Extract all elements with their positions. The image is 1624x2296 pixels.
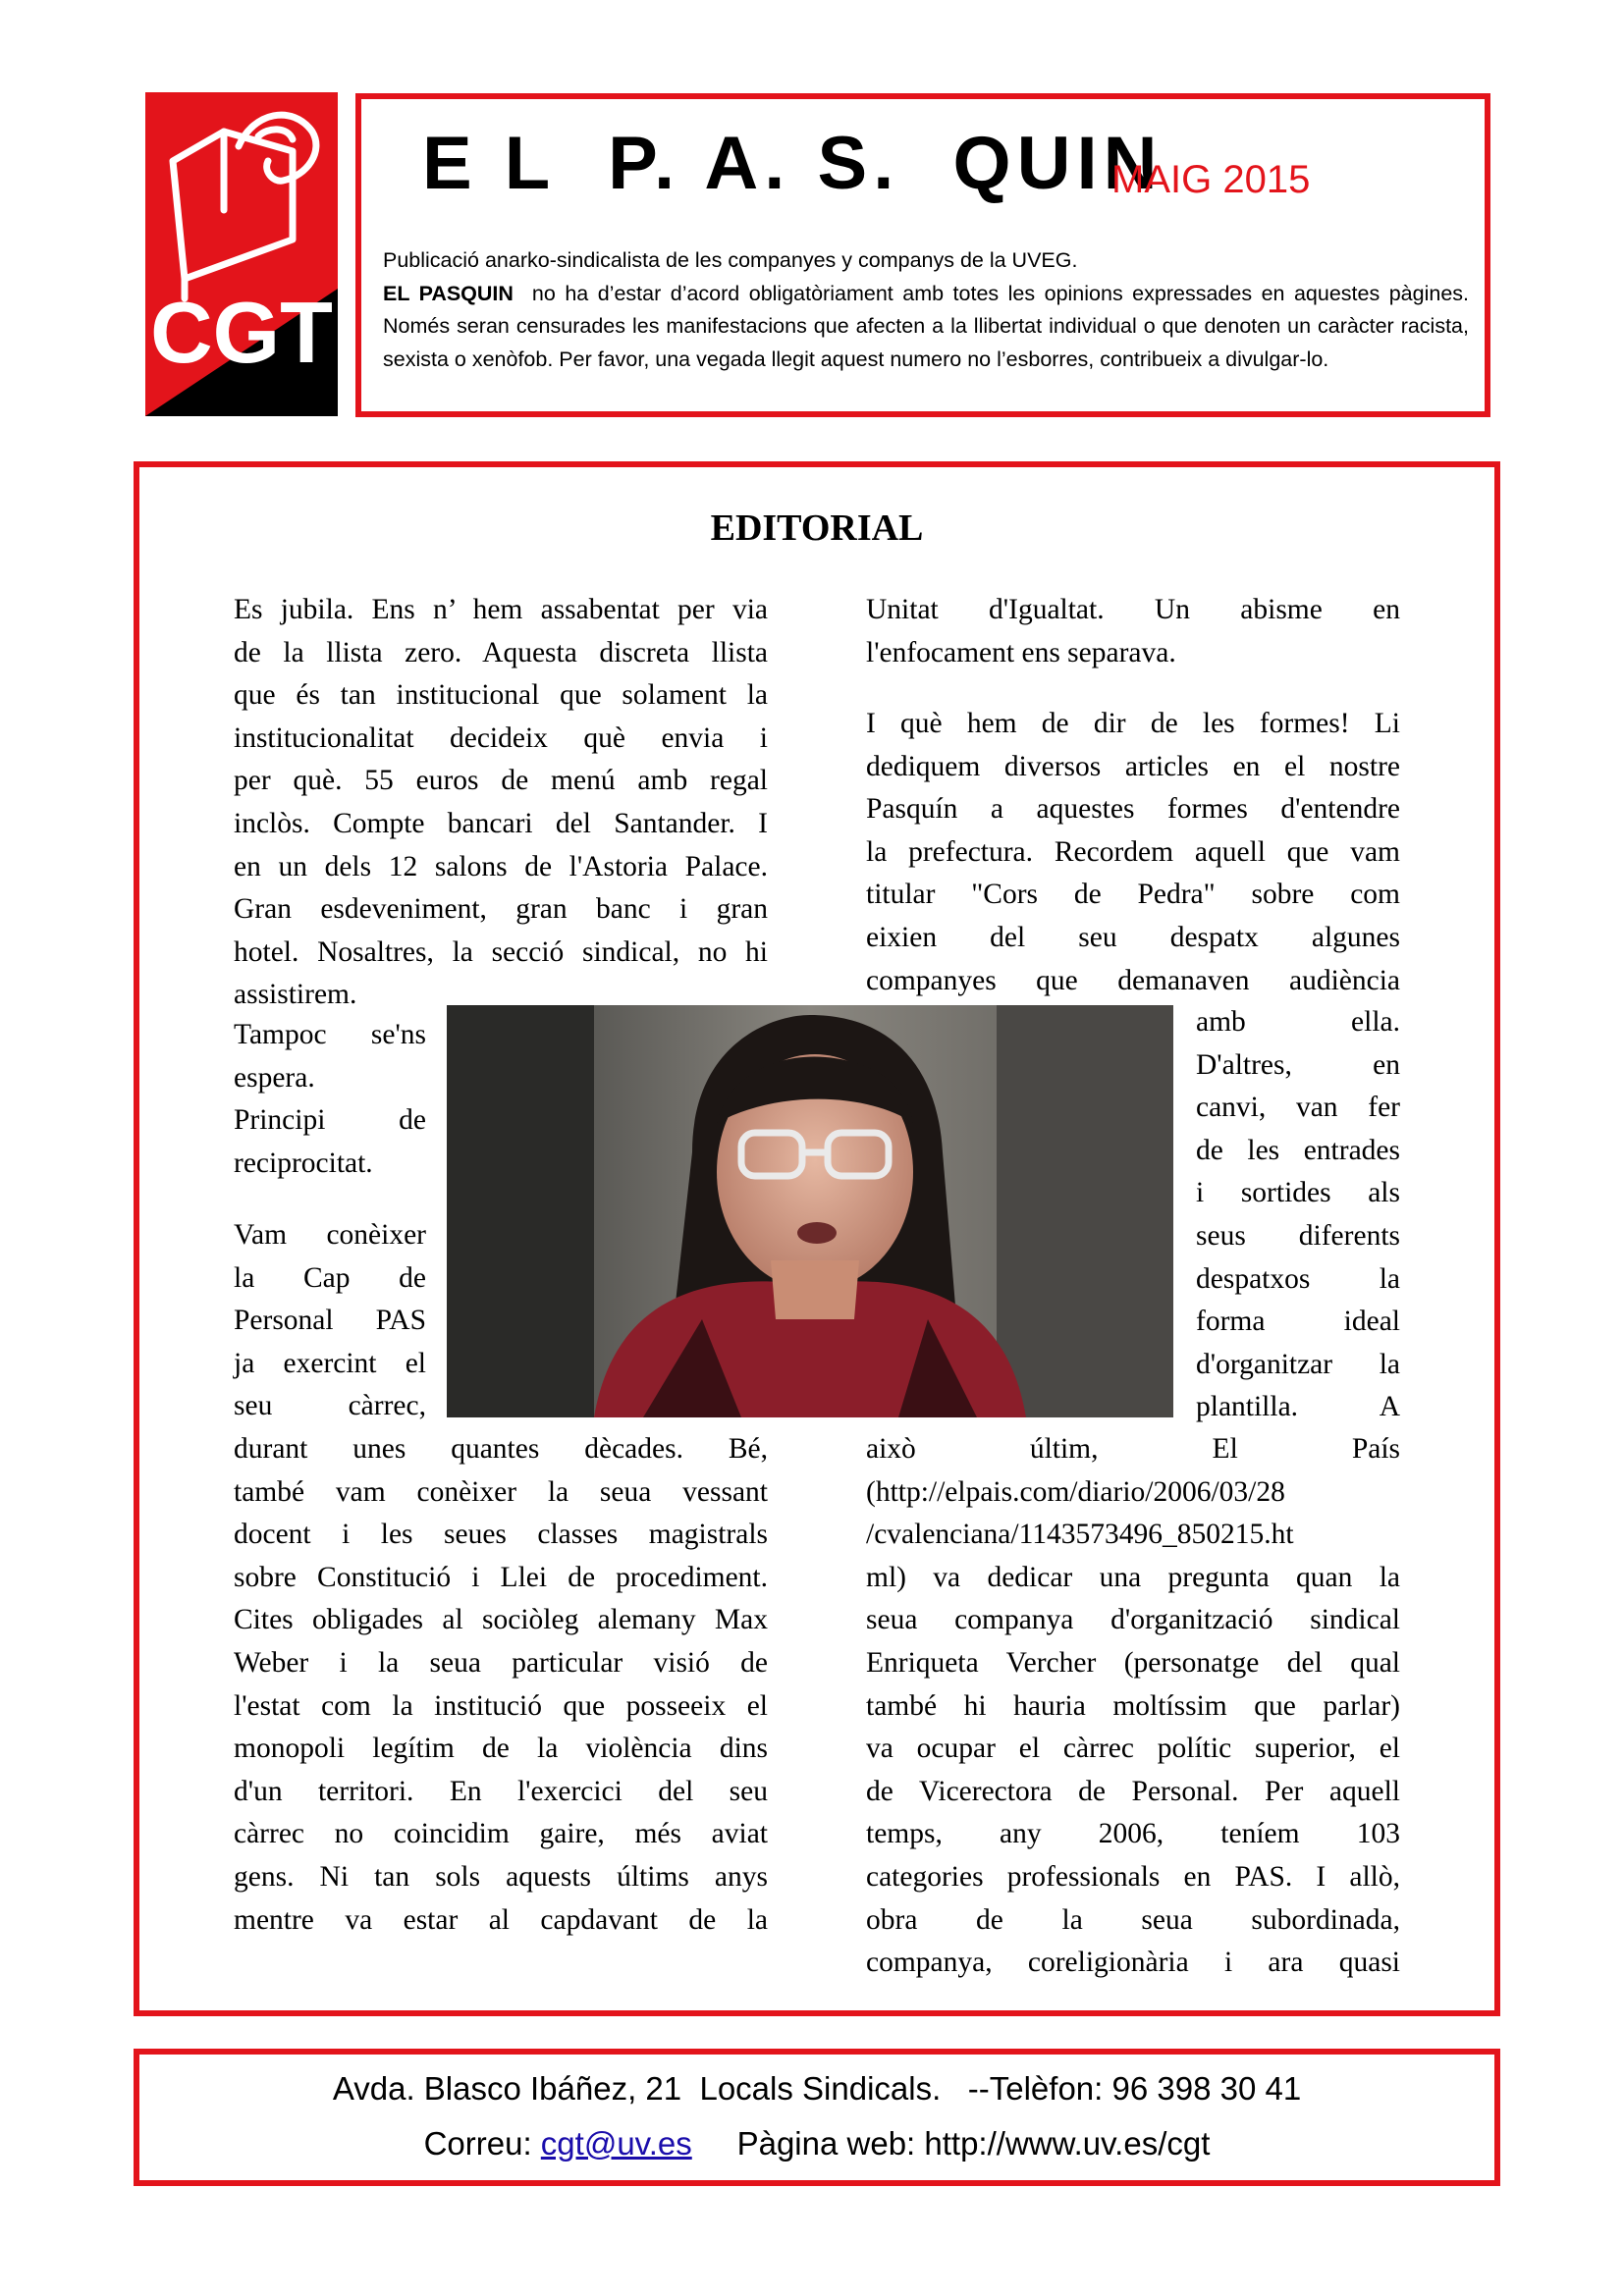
text-line: companya, coreligionària i ara quasi [866, 1947, 1400, 1979]
text-line: seua companya d'organització sindical [866, 1604, 1400, 1636]
text-line: categories professionals en PAS. I allò, [866, 1860, 1400, 1893]
text-line: l'estat com la institució que posseeix el [234, 1689, 768, 1722]
text-line: d'organitzar la [1196, 1348, 1400, 1380]
portrait-photo [447, 1005, 1173, 1417]
text-line: companyes que demanaven audiència [866, 964, 1400, 996]
intro-line: Publicació anarko-sindicalista de les companyes y companys de la UVEG. [383, 248, 1078, 272]
text-line: Weber i la seua particular visió de [234, 1646, 768, 1679]
text-line: espera. [234, 1061, 315, 1094]
text-line: Vam conèixer [234, 1219, 426, 1251]
text-line: ja exercint el [234, 1347, 426, 1379]
email-label: Correu: [423, 2125, 541, 2162]
text-line: monopoli legítim de la violència dins [234, 1733, 768, 1765]
text-line: càrrec no coincidim gaire, més aviat [234, 1818, 768, 1850]
text-line: docent i les seues classes magistrals [234, 1519, 768, 1551]
text-line: inclòs. Compte bancari del Santander. I [234, 807, 768, 839]
text-line: hotel. Nosaltres, la secció sindical, no hi [234, 935, 768, 968]
cgt-logo [145, 92, 338, 416]
footer-contact [139, 2125, 1494, 2163]
disclaimer [383, 278, 1469, 377]
masthead-title: E L P. A. S. QUIN [422, 122, 1164, 205]
text-line: de la llista zero. Aquesta discreta llista [234, 636, 768, 668]
disclaimer-text: no ha d’estar d’acord obligatòriament amb totes les opinions expressades en aquestes pàgines. Només seran censurades les manifestacions que afecten a la llibertat individual o que denoten un caràcter racista, sexista o xenòfob. Per favor, una vegada llegit aquest numero no l’esborres, contribueix a divulgar-lo. [383, 281, 1470, 371]
left-paragraph-1-narrow [234, 1014, 426, 1185]
editorial-title: EDITORIAL [710, 507, 924, 549]
text-line: l'enfocament ens separava. [866, 636, 1176, 668]
contact-footer [134, 2049, 1500, 2186]
text-line: institucionalitat decideix què envia i [234, 721, 768, 754]
text-line: Enriqueta Vercher (personatge del qual [866, 1646, 1400, 1679]
left-paragraph-2 [234, 1428, 768, 1942]
disclaimer-lead: EL PASQUIN [383, 281, 514, 305]
text-line: gens. Ni tan sols aquests últims anys [234, 1860, 768, 1893]
text-line: mentre va estar al capdavant de la [234, 1903, 768, 1936]
issue-date: MAIG 2015 [1111, 158, 1311, 201]
email-link[interactable]: cgt@uv.es [540, 2125, 692, 2162]
footer-address: Avda. Blasco Ibáñez, 21 Locals Sindicals. --Telèfon: 96 398 30 41 [332, 2070, 1302, 2107]
text-line: plantilla. A [1196, 1391, 1400, 1423]
right-paragraph-1 [866, 589, 1400, 674]
text-line: forma ideal [1196, 1306, 1400, 1338]
text-line: va ocupar el càrrec polític superior, el [866, 1733, 1400, 1765]
text-line: eixien del seu despatx algunes [866, 921, 1400, 953]
text-line: Pasquín a aquestes formes d'entendre [866, 793, 1400, 826]
text-line: Es jubila. Ens n’ hem assabentat per via [234, 594, 768, 625]
text-line: per què. 55 euros de menú amb regal [234, 765, 768, 797]
text-line: Tampoc se'ns [234, 1019, 426, 1050]
text-line: assistirem. [234, 979, 357, 1011]
text-line: Principi de [234, 1104, 426, 1137]
text-line: de Vicerectora de Personal. Per aquell [866, 1775, 1400, 1807]
text-line: reciprocitat. [234, 1147, 373, 1179]
text-line: amb ella. [1196, 1006, 1400, 1038]
left-paragraph-1 [234, 589, 768, 1017]
text-line: Unitat d'Igualtat. Un abisme en [866, 594, 1400, 625]
right-paragraph-2-narrow [1196, 1001, 1400, 1429]
text-line: Cites obligades al sociòleg alemany Max [234, 1604, 768, 1636]
masthead-box [355, 93, 1490, 417]
text-line: això últim, El País [866, 1433, 1400, 1465]
text-line: temps, any 2006, teníem 103 [866, 1818, 1400, 1850]
text-line: titular "Cors de Pedra" sobre com [866, 879, 1400, 911]
text-line: D'altres, en [1196, 1048, 1400, 1081]
text-line: també vam conèixer la seua vessant [234, 1475, 768, 1508]
text-line: durant unes quantes dècades. Bé, [234, 1433, 768, 1465]
text-line: també hi hauria moltíssim que parlar) [866, 1689, 1400, 1722]
text-line: seus diferents [1196, 1219, 1400, 1252]
text-line: ml) va dedicar una pregunta quan la [866, 1561, 1400, 1593]
text-line: despatxos la [1196, 1262, 1400, 1295]
text-line: obra de la seua subordinada, [866, 1903, 1400, 1936]
left-paragraph-2-narrow [234, 1214, 426, 1428]
text-line: sobre Constitució i Llei de procediment. [234, 1561, 768, 1593]
text-line: dediquem diversos articles en el nostre [866, 750, 1400, 782]
web-label: Pàgina web: http://www.uv.es/cgt [691, 2125, 1211, 2162]
text-line: que és tan institucional que solament la [234, 679, 768, 712]
text-line: seu càrrec, [234, 1390, 426, 1422]
text-line: (http://elpais.com/diario/2006/03/28 [866, 1475, 1285, 1508]
logo-text: CGT [150, 284, 333, 381]
text-line: d'un territori. En l'exercici del seu [234, 1775, 768, 1807]
text-line: en un dels 12 salons de l'Astoria Palace. [234, 850, 768, 882]
text-line: i sortides als [1196, 1177, 1400, 1209]
right-paragraph-2 [866, 703, 1400, 1002]
text-line: Gran esdeveniment, gran banc i gran [234, 893, 768, 926]
text-line: /cvalenciana/1143573496_850215.ht [866, 1519, 1294, 1551]
text-line: I què hem de dir de les formes! Li [866, 708, 1400, 739]
text-line: la prefectura. Recordem aquell que vam [866, 835, 1400, 868]
text-line: de les entrades [1196, 1134, 1400, 1166]
right-paragraph-2-cont [866, 1428, 1400, 1985]
text-line: la Cap de [234, 1261, 426, 1294]
text-line: canvi, van fer [1196, 1092, 1400, 1124]
raised-fist-icon [173, 115, 316, 298]
masthead-description [383, 244, 1469, 376]
text-line: Personal PAS [234, 1305, 426, 1337]
